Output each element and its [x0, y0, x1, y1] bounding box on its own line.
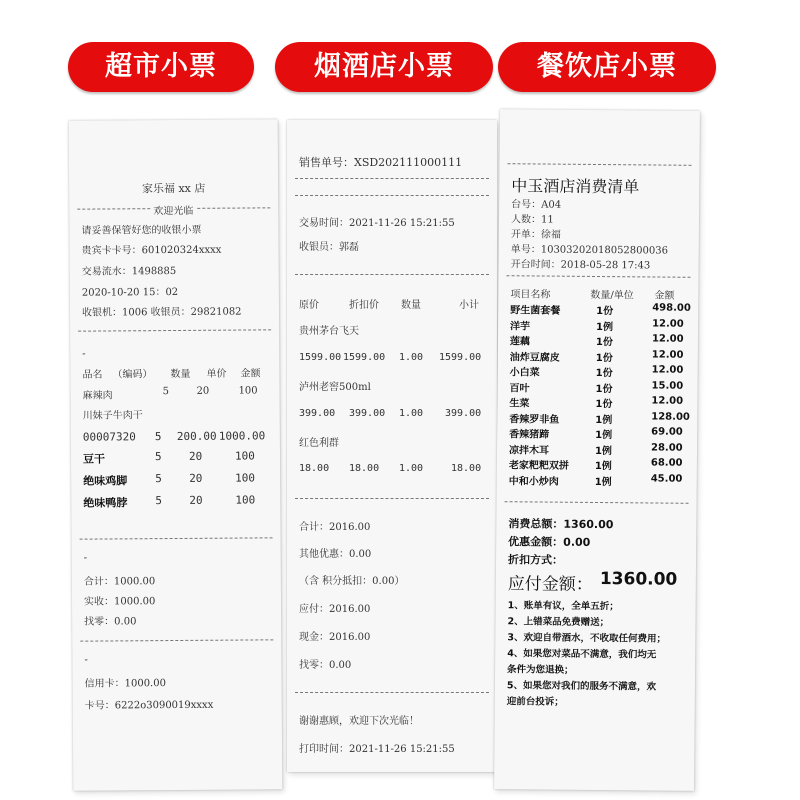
total-line: 合计：1000.00 [83, 576, 156, 588]
item-price: 20 [189, 471, 203, 485]
item-qty-unit: 1例 [594, 460, 612, 473]
cash-line: 现金：2016.00 [299, 632, 371, 643]
change-line: 找零：0.00 [84, 616, 137, 628]
item-amount: 12.00 [651, 395, 684, 407]
item-amount: 128.00 [651, 410, 690, 423]
dash-mark: - [82, 348, 86, 360]
item-name: 油炸豆腐皮 [509, 351, 560, 364]
item-name: 生菜 [509, 398, 530, 410]
col-header-original-price: 原价 [299, 300, 319, 311]
table-number: 台号：A04 [511, 199, 562, 211]
note-line: 迎前台投诉； [506, 696, 564, 708]
received-line: 实收：1000.00 [83, 596, 156, 608]
item-name: 老家粑粑双拼 [508, 460, 569, 472]
item-amount: 28.00 [650, 441, 683, 454]
item-name: 莲藕 [509, 336, 530, 348]
item-qty: 1.00 [399, 408, 424, 419]
item-name: 豆干 [82, 452, 106, 466]
tobacco-store-receipt [287, 120, 497, 772]
item-qty-unit: 1份 [595, 336, 613, 349]
divider [295, 274, 489, 275]
order-number: 销售单号：XSD202111000111 [299, 156, 463, 169]
note-line: 1、账单有议，全单五折； [507, 600, 619, 613]
item-price: 20 [189, 493, 203, 507]
item-name: 野生菌套餐 [510, 305, 561, 317]
discount-method: 折扣方式： [507, 553, 564, 567]
payable-line: 应付：2016.00 [299, 604, 371, 615]
card-number: 卡号：6222o3090019xxxx [84, 699, 214, 712]
item-price: 20 [188, 449, 203, 463]
open-time: 开台时间：2018-05-28 17:43 [510, 259, 651, 272]
item-original-price: 1599.00 [299, 352, 342, 363]
points-deduction-line: （含 积分抵扣：0.00） [299, 576, 405, 587]
item-amount: 12.00 [651, 364, 684, 376]
people-count: 人数：11 [510, 214, 554, 226]
col-header-code: （编码） [112, 369, 153, 381]
divider [78, 329, 271, 331]
store-name: 家乐福 xx 店 [141, 181, 206, 196]
item-qty-unit: 1份 [595, 352, 613, 364]
item-qty: 5 [154, 430, 162, 444]
note-line: 3、欢迎自带酒水，不收取任何费用； [507, 632, 667, 645]
keep-receipt-note: 请妥善保管好您的收银小票 [81, 224, 202, 237]
item-name: 绝味鸭脖 [83, 496, 128, 510]
item-discount-price: 18.00 [349, 463, 380, 474]
item-name: 中和小炒肉 [508, 475, 559, 488]
item-subtotal: 18.00 [451, 463, 482, 474]
item-qty-unit: 1例 [594, 476, 612, 488]
restaurant-receipt [494, 109, 700, 791]
item-amount: 100 [238, 385, 258, 397]
transaction-time: 交易时间：2021-11-26 15:21:55 [299, 218, 455, 229]
item-qty: 5 [155, 472, 162, 486]
item-qty: 5 [154, 450, 162, 464]
transaction-serial: 交易流水：1498885 [81, 265, 177, 278]
item-price: 200.00 [176, 429, 217, 443]
item-code: 00007320 [82, 430, 136, 444]
item-name: 泸州老窖500ml [299, 382, 371, 393]
item-name: 川妹子牛肉干 [82, 410, 143, 422]
item-qty-unit: 1份 [595, 398, 613, 411]
bill-number: 单号：10303202018052800036 [510, 244, 669, 257]
item-discount-price: 399.00 [349, 408, 386, 419]
col-header-name: 品名 [82, 369, 103, 381]
item-qty: 5 [155, 494, 162, 508]
divider [295, 195, 489, 196]
item-qty-unit: 1例 [594, 445, 613, 457]
item-qty-unit: 1份 [595, 383, 613, 395]
divider [295, 692, 489, 693]
divider [505, 501, 689, 504]
item-name: 香辣罗非鱼 [509, 413, 560, 426]
col-header-subtotal: 小计 [459, 300, 479, 311]
item-name: 香辣猪蹄 [509, 429, 550, 441]
tobacco-store-receipt-label: 烟酒店小票 [275, 42, 493, 92]
divider [507, 275, 691, 278]
item-qty-unit: 1例 [595, 414, 613, 426]
item-original-price: 399.00 [299, 408, 336, 419]
col-header-price: 单价 [206, 368, 227, 380]
discount-amount: 优惠金额：0.00 [508, 535, 591, 549]
dash-mark: - [83, 552, 88, 564]
bill-opener: 开单：徐福 [510, 229, 561, 241]
divider [295, 178, 489, 179]
item-qty: 5 [162, 386, 169, 398]
divider [80, 639, 273, 641]
col-header-amount: 金额 [240, 368, 261, 380]
note-line: 2、上错菜品免费赠送； [507, 616, 610, 629]
col-header-amount: 金额 [654, 290, 675, 302]
item-amount: 15.00 [651, 379, 684, 392]
item-amount: 12.00 [651, 348, 684, 361]
note-line: 5、如果您对我们的服务不满意，欢 [506, 680, 657, 693]
item-name: 凉拌木耳 [508, 444, 550, 457]
divider [295, 498, 489, 499]
change-line: 找零：0.00 [299, 660, 352, 671]
item-amount: 68.00 [650, 457, 683, 469]
item-amount: 1000.00 [218, 429, 266, 443]
item-amount: 12.00 [651, 333, 684, 345]
item-original-price: 18.00 [299, 463, 330, 474]
item-name: 洋芋 [510, 320, 531, 332]
supermarket-receipt-label: 超市小票 [68, 42, 254, 92]
item-subtotal: 1599.00 [439, 352, 482, 363]
divider [80, 537, 273, 539]
note-line: 4、如果您对菜品不满意，我们均无 [507, 648, 657, 661]
item-qty: 1.00 [399, 352, 424, 363]
welcome-text: 欢迎光临 [153, 205, 194, 218]
other-discount-line: 其他优惠：0.00 [299, 549, 372, 560]
item-qty-unit: 1份 [595, 367, 613, 380]
item-amount: 12.00 [652, 317, 684, 330]
item-name: 百叶 [509, 382, 530, 394]
item-name: 绝味鸡脚 [83, 474, 128, 488]
divider [197, 207, 270, 209]
total-line: 合计：2016.00 [299, 522, 371, 533]
col-header-discount-price: 折扣价 [349, 300, 379, 311]
amount-due-value: 1360.00 [599, 569, 678, 590]
print-time: 打印时间：2021-11-26 15:21:55 [299, 744, 455, 755]
item-qty-unit: 1例 [596, 321, 614, 333]
register-info: 收银机：1006 收银员：29821082 [81, 306, 242, 319]
item-qty-unit: 1份 [596, 305, 614, 318]
item-name: 贵州茅台飞天 [299, 326, 359, 337]
item-subtotal: 399.00 [445, 408, 482, 419]
col-header-qty: 数量 [170, 368, 191, 381]
amount-due-label: 应付金额： [507, 574, 593, 595]
thanks-message: 谢谢惠顾，欢迎下次光临！ [299, 716, 419, 727]
item-amount: 100 [235, 493, 256, 507]
cashier: 收银员：郭磊 [299, 242, 359, 253]
item-name: 小白菜 [509, 367, 540, 379]
vip-card-number: 贵宾卡卡号：601020324xxxx [81, 244, 222, 257]
item-amount: 100 [234, 449, 255, 463]
item-amount: 498.00 [652, 302, 691, 314]
total-spend: 消费总额：1360.00 [508, 517, 614, 532]
divider [77, 208, 150, 210]
item-discount-price: 1599.00 [343, 352, 386, 363]
item-name: 麻辣肉 [82, 390, 113, 402]
item-qty-unit: 1例 [595, 429, 613, 442]
note-line: 条件为您退换； [507, 664, 574, 676]
restaurant-receipt-label: 餐饮店小票 [498, 42, 716, 92]
item-amount: 69.00 [651, 426, 683, 438]
col-header-qty-unit: 数量/单位 [590, 289, 634, 302]
supermarket-receipt [69, 119, 283, 790]
col-header-item: 项目名称 [510, 289, 551, 301]
divider [507, 163, 691, 166]
dash-mark: - [84, 654, 88, 666]
item-qty: 1.00 [399, 463, 424, 474]
item-amount: 45.00 [650, 472, 683, 485]
item-price: 20 [196, 385, 210, 397]
item-amount: 100 [235, 471, 256, 485]
item-name: 红色利群 [299, 438, 339, 449]
bill-title: 中玉酒店消费清单 [511, 176, 640, 197]
credit-card-payment: 信用卡：1000.00 [84, 678, 166, 690]
transaction-datetime: 2020-10-20 15：02 [81, 286, 179, 299]
col-header-qty: 数量 [401, 300, 421, 311]
